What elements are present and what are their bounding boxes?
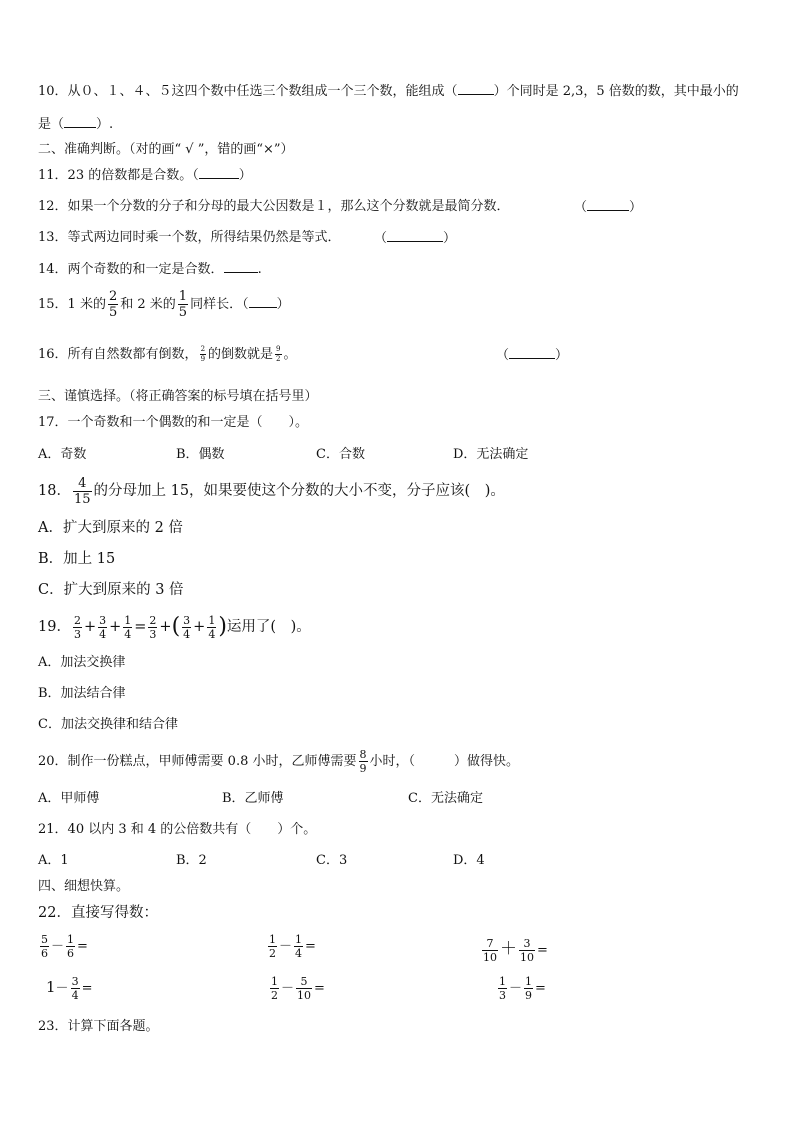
section-3-title: 三、谨慎选择。（将正确答案的标号填在括号里） — [38, 389, 318, 404]
period: . — [257, 262, 262, 277]
question-text: 从０、１、４、５这四个数中任选三个数组成一个三个数，能组成（ — [67, 84, 458, 99]
question-text: 的分母加上 15，如果要使这个分数的大小不变，分子应该( )。 — [93, 483, 505, 499]
fraction — [498, 976, 507, 1001]
equals-sign: = — [535, 981, 546, 996]
question-number: 12． — [38, 199, 68, 214]
numerator: 8 — [359, 748, 367, 761]
operator: － — [279, 939, 293, 954]
denominator: 4 — [71, 989, 79, 1002]
question-14 — [38, 260, 262, 279]
question-text: 计算下面各题。 — [67, 1019, 159, 1034]
fraction — [270, 976, 279, 1001]
question-text: 直接写得数： — [70, 905, 158, 921]
question-text: 是（ — [38, 117, 65, 132]
question-number: 16． — [38, 347, 68, 362]
denominator: 4 — [183, 627, 191, 641]
question-text: 23 的倍数都是合数。（ — [67, 168, 199, 183]
question-number: 11． — [38, 168, 68, 183]
close-paren: ） — [238, 168, 252, 183]
equals-sign: = — [314, 981, 325, 996]
question-number: 15． — [38, 297, 68, 312]
fraction — [482, 938, 498, 963]
equals-sign: = — [305, 939, 316, 954]
answer-blank[interactable] — [224, 260, 258, 273]
fraction — [207, 615, 216, 640]
question-22 — [38, 904, 158, 922]
answer-blank[interactable] — [587, 198, 629, 211]
close-paren: ） — [443, 231, 457, 246]
calc-item — [38, 934, 88, 959]
answer-blank[interactable] — [458, 82, 494, 95]
option-b[interactable]: B．2 — [176, 853, 207, 868]
question-text: 小时，（ ）做得快。 — [369, 754, 520, 769]
denominator: 4 — [208, 627, 216, 641]
equals-sign: = — [77, 939, 88, 954]
question-text: ）. — [96, 117, 114, 132]
question-number: 13． — [38, 230, 68, 245]
section-4-title: 四、细想快算。 — [38, 879, 130, 894]
denominator: 5 — [178, 305, 188, 320]
equals-sign: = — [134, 619, 147, 635]
calc-item — [268, 976, 325, 1001]
question-text: 运用了( )。 — [226, 619, 311, 635]
question-10 — [38, 82, 739, 101]
question-10-cont — [38, 115, 113, 134]
fraction — [71, 976, 80, 1001]
left-paren: ( — [171, 614, 181, 639]
open-paren: （ — [496, 348, 510, 363]
fraction — [98, 615, 107, 640]
option-a[interactable]: A．加法交换律 — [38, 655, 126, 670]
fraction — [519, 938, 535, 963]
option-a[interactable]: A．奇数 — [38, 447, 87, 462]
question-17 — [38, 414, 308, 432]
option-c[interactable]: C．合数 — [316, 447, 365, 462]
operator: － — [55, 981, 69, 996]
question-20 — [38, 745, 519, 779]
question-number: 19． — [38, 619, 71, 635]
denominator: 2 — [271, 989, 278, 1002]
option-c[interactable]: C．3 — [316, 853, 348, 868]
question-15 — [38, 285, 290, 325]
equals-sign: = — [81, 981, 93, 996]
fraction — [123, 615, 132, 640]
question-12-answer — [574, 198, 642, 217]
numerator: 1 — [295, 933, 303, 946]
numerator: 4 — [73, 477, 92, 492]
numerator: 7 — [482, 938, 498, 951]
plus-sign: + — [193, 619, 206, 635]
close-paren: ） — [555, 348, 569, 363]
numerator: 5 — [41, 933, 48, 946]
question-text: 如果一个分数的分子和分母的最大公因数是１，那么这个分数就是最简分数． — [67, 199, 510, 214]
option-c[interactable]: C．扩大到原来的 3 倍 — [38, 582, 184, 598]
plus-sign: + — [159, 619, 172, 635]
fraction — [73, 477, 92, 506]
question-number: 17． — [38, 415, 68, 430]
answer-blank[interactable] — [387, 229, 443, 242]
question-16-answer — [496, 346, 568, 365]
denominator: 15 — [73, 491, 91, 507]
question-text: 制作一份糕点，甲师傅需要 0.8 小时，乙师傅需要 — [67, 754, 357, 769]
whole-number: 1 — [46, 978, 56, 996]
question-number: 21． — [38, 822, 68, 837]
option-c[interactable]: C．无法确定 — [408, 791, 483, 806]
open-paren: （ — [374, 231, 388, 246]
right-paren: ) — [218, 614, 227, 639]
numerator: 1 — [124, 613, 132, 627]
operator: － — [509, 981, 523, 996]
fraction — [524, 976, 533, 1001]
option-b[interactable]: B．加法结合律 — [38, 686, 126, 701]
numerator: 1 — [208, 613, 216, 627]
question-text: 一个奇数和一个偶数的和一定是（ ）。 — [67, 415, 309, 430]
plus-sign: + — [83, 619, 97, 635]
fraction — [73, 615, 82, 640]
numerator: 3 — [71, 975, 79, 988]
numerator: 2 — [149, 613, 157, 627]
fraction — [40, 934, 49, 959]
question-text: 同样长．（ — [190, 297, 249, 312]
option-a[interactable]: A．甲师傅 — [38, 791, 100, 806]
close-paren: ） — [276, 297, 290, 312]
option-d[interactable]: D．4 — [453, 853, 485, 868]
question-19 — [38, 609, 311, 645]
fraction — [178, 290, 188, 319]
open-paren: （ — [574, 200, 588, 215]
question-text: 所有自然数都有倒数， — [67, 347, 198, 362]
fraction — [148, 615, 157, 640]
option-a[interactable]: A．扩大到原来的 2 倍 — [38, 520, 183, 536]
question-text: 等式两边同时乘一个数，所得结果仍然是等式． — [67, 230, 341, 245]
numerator: 1 — [67, 933, 75, 946]
question-13-answer — [374, 229, 456, 248]
close-paren: ） — [629, 200, 643, 215]
question-text: 和 2 米的 — [120, 297, 176, 312]
plus-sign: + — [109, 619, 122, 635]
question-11 — [38, 166, 252, 185]
numerator: 1 — [525, 975, 533, 988]
denominator: 4 — [124, 627, 132, 641]
answer-blank[interactable] — [199, 166, 239, 179]
question-text: 40 以内 3 和 4 的公倍数共有（ ）个。 — [67, 822, 317, 837]
option-b[interactable]: B．偶数 — [176, 447, 225, 462]
question-text: 1 米的 — [67, 297, 106, 312]
denominator: 4 — [295, 947, 303, 960]
fraction — [296, 976, 312, 1001]
numerator: 2 — [73, 613, 81, 627]
option-d[interactable]: D．无法确定 — [453, 447, 529, 462]
question-16 — [38, 340, 297, 370]
question-number: 10． — [38, 84, 68, 99]
fraction — [268, 934, 277, 959]
question-21 — [38, 821, 316, 839]
denominator: 3 — [73, 627, 81, 641]
question-12 — [38, 198, 510, 216]
question-23 — [38, 1018, 159, 1036]
equals-sign: = — [537, 943, 548, 958]
question-number: 23． — [38, 1019, 68, 1034]
question-text: 的倒数就是 — [208, 347, 274, 362]
fraction — [294, 934, 303, 959]
numerator: 3 — [183, 613, 191, 627]
denominator: 9 — [200, 355, 206, 363]
answer-blank[interactable] — [64, 115, 96, 128]
denominator: 2 — [269, 947, 276, 960]
question-18 — [38, 472, 505, 510]
denominator: 3 — [499, 989, 506, 1002]
fraction — [359, 749, 368, 774]
option-c[interactable]: C．加法交换律和结合律 — [38, 717, 178, 732]
operator: － — [281, 981, 295, 996]
option-b[interactable]: B．加上 15 — [38, 551, 116, 567]
denominator: 9 — [525, 989, 533, 1002]
question-number: 14． — [38, 262, 68, 277]
denominator: 3 — [149, 627, 157, 641]
calc-item — [46, 976, 92, 1001]
fraction — [200, 346, 206, 363]
option-b[interactable]: B．乙师傅 — [222, 791, 284, 806]
fraction — [275, 346, 281, 363]
numerator: 2 — [200, 345, 206, 353]
question-number: 20． — [38, 754, 68, 769]
numerator: 5 — [296, 976, 312, 989]
operator: － — [51, 939, 65, 954]
answer-blank[interactable] — [509, 346, 555, 359]
numerator: 2 — [108, 289, 118, 304]
fraction — [66, 934, 75, 959]
section-2-title: 二、准确判断。（对的画“ √ ”，错的画“×”） — [38, 142, 294, 157]
question-text: 。 — [283, 347, 297, 362]
denominator: 9 — [359, 762, 367, 775]
calc-item — [496, 976, 546, 1001]
denominator: 10 — [520, 951, 534, 964]
denominator: 4 — [99, 627, 107, 641]
question-number: 22． — [38, 905, 71, 921]
numerator: 1 — [269, 933, 276, 946]
denominator: 5 — [108, 305, 118, 320]
fraction — [108, 290, 118, 319]
fraction — [182, 615, 191, 640]
numerator: 9 — [276, 345, 281, 353]
numerator: 1 — [271, 975, 278, 988]
denominator: 2 — [276, 355, 281, 363]
question-text: ）个同时是 2,3，5 倍数的数，其中最小的 — [493, 84, 739, 99]
calc-item — [480, 934, 548, 963]
numerator: 3 — [99, 613, 107, 627]
answer-blank[interactable] — [249, 295, 277, 308]
denominator: 6 — [67, 947, 75, 960]
option-a[interactable]: A．1 — [38, 853, 69, 868]
denominator: 10 — [297, 989, 312, 1002]
numerator: 1 — [178, 289, 188, 304]
question-number: 18． — [38, 483, 71, 499]
denominator: 10 — [483, 951, 497, 964]
numerator: 1 — [499, 975, 506, 988]
numerator: 3 — [519, 938, 535, 951]
question-13 — [38, 229, 341, 247]
question-text: 两个奇数的和一定是合数． — [67, 262, 224, 277]
operator: ＋ — [500, 939, 517, 959]
denominator: 6 — [41, 947, 48, 960]
calc-item — [266, 934, 316, 959]
